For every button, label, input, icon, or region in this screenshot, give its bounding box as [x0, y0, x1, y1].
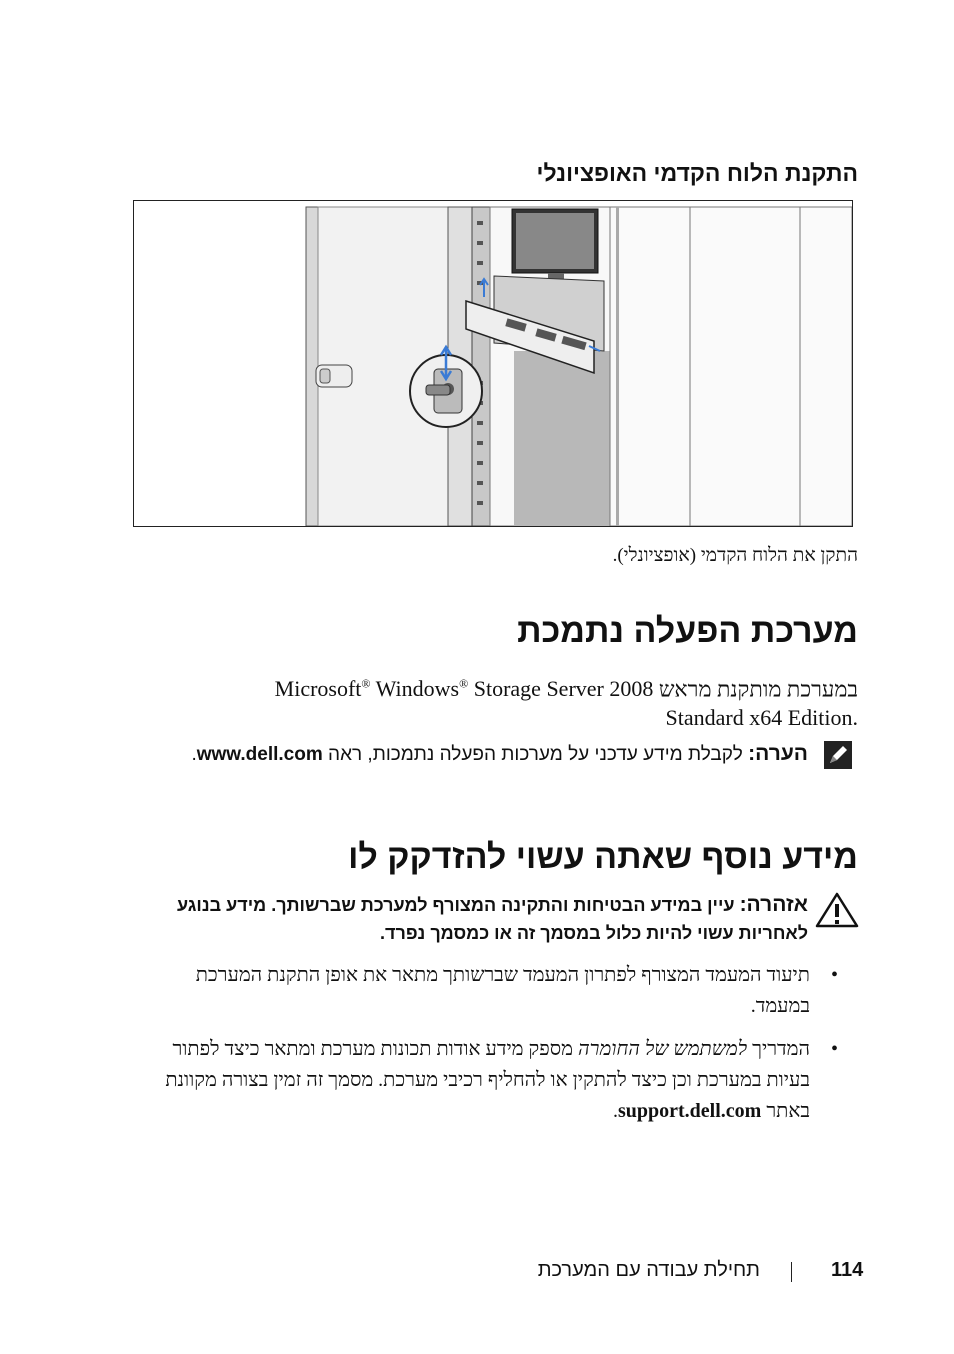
os-heading: מערכת הפעלה נתמכת	[517, 612, 858, 650]
list-item: • המדריך למשתמש של החומרה מספק מידע אודות תכונות מערכת ומתאר כיצד לפתור בעיות במערכת וכן כיצד להתקין או להחליף רכיבי מערכת. מסמך זה זמין בצורה מקוונת באתר support.dell.com.	[138, 1034, 858, 1127]
page-number: 114	[831, 1259, 864, 1281]
os-product-name: Microsoft® Windows® Storage Server 2008	[274, 676, 654, 702]
support-url[interactable]: support.dell.com	[617, 1100, 762, 1122]
os-line-1	[98, 670, 858, 703]
rack-bezel-illustration	[134, 201, 852, 526]
pencil-note-icon	[824, 741, 852, 769]
footer-title: תחילת עבודה עם המערכת	[537, 1259, 760, 1281]
warning-label: אזהרה:	[739, 893, 808, 916]
warning-triangle-icon	[815, 892, 859, 928]
manual-title: למשתמש של החומרה	[577, 1038, 748, 1060]
bullet-icon: •	[830, 1038, 838, 1060]
warning-text: עיין במידע הבטיחות והתקינה המצורף למערכת שברשותך. מידע בנוגע לאחריות עשוי להיות כלול במסמך זה או כמסמך נפרד.	[177, 895, 808, 943]
os-description	[98, 670, 858, 732]
list-item-text: תיעוד המעמד המצורף לפתרון המעמד שברשותך מתאר את אופן התקנת המערכת במעמד.	[195, 964, 810, 1017]
note-url[interactable]: www.dell.com	[196, 744, 323, 765]
bullet-icon: •	[830, 964, 838, 986]
note-label: הערה:	[748, 742, 808, 765]
note-block: הערה: לקבלת מידע עדכני על מערכות הפעלה נתמכות, ראה www.dell.com.	[191, 742, 808, 765]
note-text: לקבלת מידע עדכני על מערכות הפעלה נתמכות, ראה	[328, 744, 743, 765]
section-title: התקנת הלוח הקדמי האופציונלי	[536, 160, 858, 186]
info-heading: מידע נוסף שאתה עשוי להזדקק לו	[348, 838, 858, 876]
os-line-prefix: במערכת מותקנת מראש	[658, 676, 858, 702]
figure-caption: התקן את הלוח הקדמי (אופציונלי).	[612, 545, 858, 566]
os-line-2: .Standard x64 Edition	[665, 705, 858, 731]
list-item	[138, 960, 858, 1022]
footer-divider	[791, 1262, 792, 1282]
warning-block	[128, 891, 808, 947]
bezel-installation-figure	[133, 200, 853, 527]
